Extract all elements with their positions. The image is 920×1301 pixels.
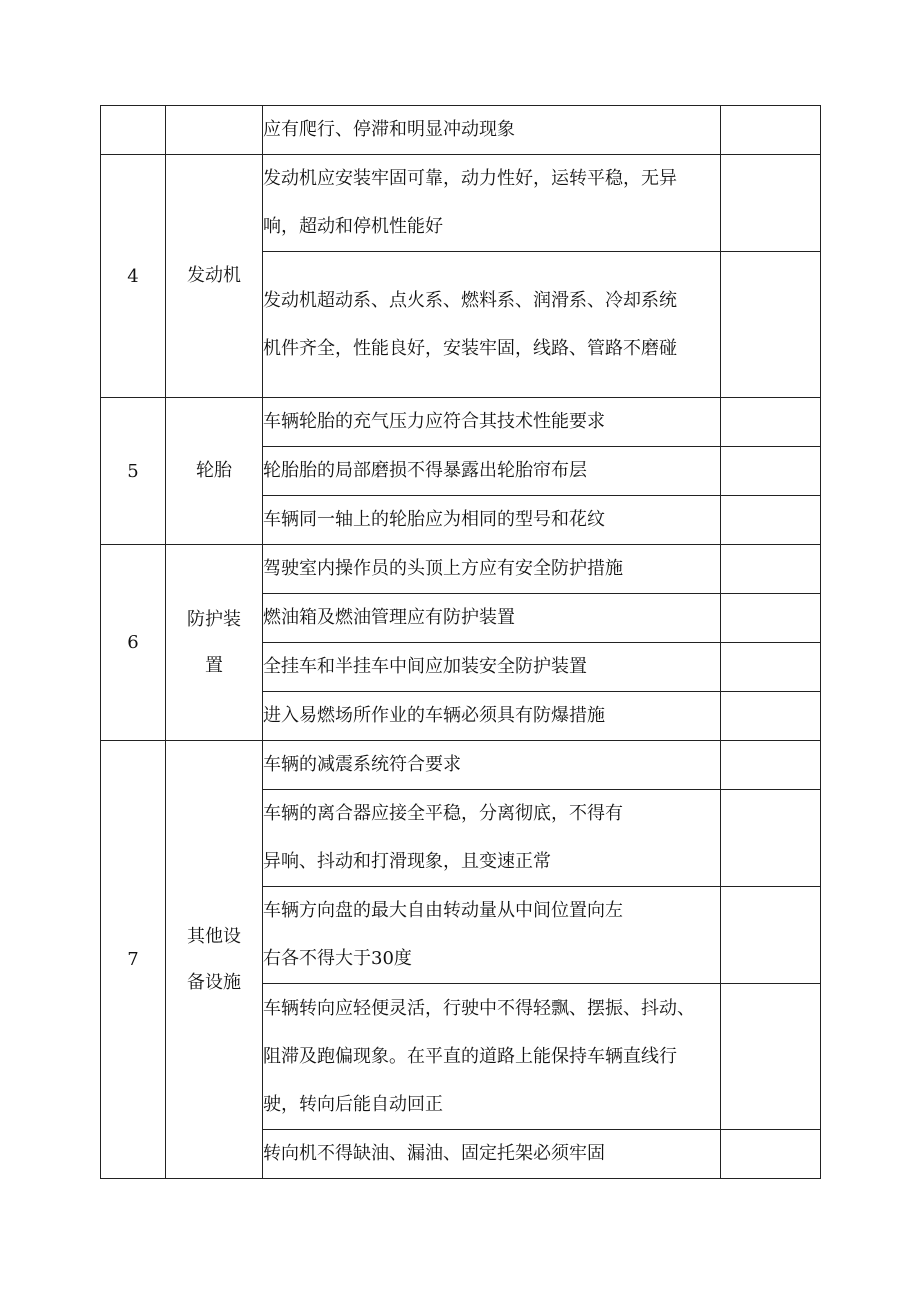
- requirement-text: 应有爬行、停滞和明显冲动现象: [263, 119, 515, 140]
- requirement-text: 燃油箱及燃油管理应有防护装置: [263, 607, 515, 628]
- item-number-cell: 5: [101, 398, 166, 545]
- result-cell: [721, 496, 821, 545]
- requirement-text: 机件齐全，性能良好，安装牢固，线路、管路不磨碰: [263, 337, 677, 359]
- requirement-text: 车辆的减震系统符合要求: [263, 754, 461, 775]
- inspection-item-cell: [166, 398, 263, 545]
- requirement-text: 车辆方向盘的最大自由转动量从中间位置向左: [263, 900, 623, 921]
- result-cell: [721, 252, 821, 398]
- result-cell: [721, 643, 821, 692]
- item-number-cell: 4: [101, 155, 166, 398]
- inspection-item-label: 轮胎: [196, 460, 232, 481]
- requirement-text: 转向机不得缺油、漏油、固定托架必须牢固: [263, 1143, 605, 1164]
- inspection-table: [100, 105, 821, 1179]
- requirement-cell: [263, 594, 721, 643]
- requirement-cell: [263, 741, 721, 790]
- requirement-text: 发动机超动系、点火系、燃料系、润滑系、冷却系统: [263, 289, 677, 311]
- item-number-cell: [101, 106, 166, 155]
- requirement-text: 车辆的离合器应接全平稳，分离彻底，不得有: [263, 803, 623, 824]
- requirement-text: 进入易燃场所作业的车辆必须具有防爆措施: [263, 705, 605, 726]
- result-cell: [721, 398, 821, 447]
- item-number-cell: 6: [101, 545, 166, 741]
- requirement-cell: [263, 447, 721, 496]
- inspection-item-cell: [166, 106, 263, 155]
- table-row: [101, 106, 821, 155]
- item-number-cell: 7: [101, 741, 166, 1179]
- requirement-text: 阻滞及跑偏现象。在平直的道路上能保持车辆直线行: [263, 1045, 677, 1067]
- requirement-cell: [263, 398, 721, 447]
- requirement-text: 响，超动和停机性能好: [263, 216, 443, 237]
- requirement-cell: [263, 155, 721, 252]
- result-cell: [721, 447, 821, 496]
- table-row: [101, 398, 821, 447]
- result-cell: [721, 790, 821, 887]
- requirement-cell: [263, 496, 721, 545]
- requirement-text: 车辆同一轴上的轮胎应为相同的型号和花纹: [263, 509, 605, 530]
- requirement-text: 发动机应安装牢固可靠，动力性好，运转平稳，无异: [263, 168, 677, 189]
- requirement-cell: [263, 984, 721, 1130]
- requirement-text: 车辆转向应轻便灵活，行驶中不得轻飘、摆振、抖动、: [263, 997, 695, 1019]
- result-cell: [721, 741, 821, 790]
- requirement-text: 驾驶室内操作员的头顶上方应有安全防护措施: [263, 558, 623, 579]
- requirement-cell: [263, 106, 721, 155]
- requirement-cell: [263, 790, 721, 887]
- requirement-text: 异响、抖动和打滑现象，且变速正常: [263, 851, 551, 872]
- inspection-item-label: 其他设: [187, 925, 241, 947]
- requirement-cell: [263, 887, 721, 984]
- inspection-item-label: 置: [205, 654, 223, 676]
- inspection-item-label: 备设施: [187, 971, 241, 993]
- inspection-item-cell: [166, 155, 263, 398]
- requirement-text: 驶，转向后能自动回正: [263, 1093, 443, 1115]
- result-cell: [721, 692, 821, 741]
- result-cell: [721, 1130, 821, 1179]
- result-cell: [721, 594, 821, 643]
- requirement-cell: [263, 643, 721, 692]
- inspection-table-body: [101, 106, 821, 1179]
- result-cell: [721, 155, 821, 252]
- requirement-cell: [263, 1130, 721, 1179]
- inspection-item-label: 发动机: [187, 265, 241, 286]
- requirement-cell: [263, 545, 721, 594]
- inspection-item-label: 防护装: [187, 608, 241, 630]
- table-row: [101, 155, 821, 252]
- result-cell: [721, 545, 821, 594]
- requirement-text: 车辆轮胎的充气压力应符合其技术性能要求: [263, 411, 605, 432]
- requirement-text: 右各不得大于30度: [263, 948, 412, 969]
- table-row: [101, 741, 821, 790]
- table-row: [101, 545, 821, 594]
- result-cell: [721, 106, 821, 155]
- result-cell: [721, 984, 821, 1130]
- inspection-item-cell: [166, 741, 263, 1179]
- result-cell: [721, 887, 821, 984]
- inspection-item-cell: [166, 545, 263, 741]
- requirement-cell: [263, 692, 721, 741]
- requirement-text: 全挂车和半挂车中间应加装安全防护装置: [263, 656, 587, 677]
- requirement-cell: [263, 252, 721, 398]
- requirement-text: 轮胎胎的局部磨损不得暴露出轮胎帘布层: [263, 460, 587, 481]
